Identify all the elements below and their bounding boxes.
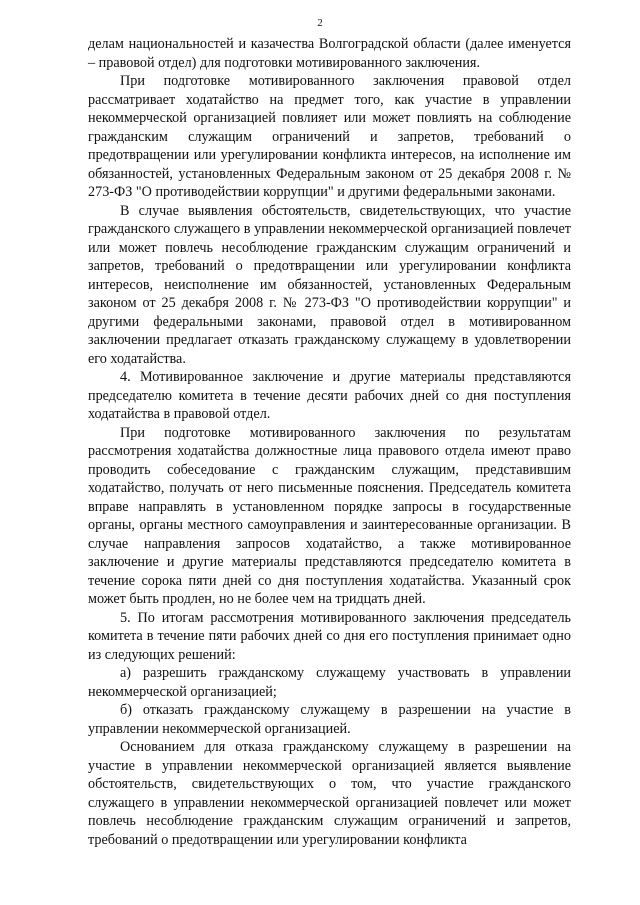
paragraph-refusal-proposal: В случае выявления обстоятельств, свидетельствующих, что участие гражданского служащего в управлении некоммерческой организацией повлечет или может повлечь несоблюдение гражданским служащим ограничений и запретов, требований о предотвращении или урегулировании конфликта интересов, неисполнение им обязанностей, установленных Федеральным законом от 25 декабря 2008 г. № 273-ФЗ "О противодействии коррупции" и другими федеральными законами, правовой отдел в мотивированном заключении предлагает отказать гражданскому служащему в удовлетворении его ходатайства. bbox=[88, 202, 571, 367]
paragraph-continuation: делам национальностей и казачества Волгоградской области (далее именуется – правовой отдел) для подготовки мотивированного заключения. bbox=[88, 36, 571, 71]
paragraph-item-4: 4. Мотивированное заключение и другие материалы представляются председателю комитета в течение десяти рабочих дней со дня поступления ходатайства в правовой отдел. bbox=[88, 369, 571, 422]
paragraph-interview-requests: При подготовке мотивированного заключения по результатам рассмотрения ходатайства должностные лица правового отдела имеют право проводить собеседование с гражданским служащим, представившим ходатайство, получать от него письменные пояснения. Председатель комитета вправе направлять в установленном порядке запросы в государственные органы, органы местного самоуправления и заинтересованные организации. В случае направления запросов ходатайство, а также мотивированное заключение и другие материалы представляются председателю комитета в течение сорока пяти дней со дня поступления ходатайства. Указанный срок может быть продлен, но не более чем на тридцать дней. bbox=[88, 424, 571, 607]
paragraph-legal-review: При подготовке мотивированного заключения правовой отдел рассматривает ходатайство на предмет того, как участие в управлении некоммерческой организацией повлияет или может повлиять на соблюдение гражданским служащим ограничений и запретов, требований о предотвращении или урегулировании конфликта интересов, на исполнение им обязанностей, установленных Федеральным законом от 25 декабря 2008 г. № 273-ФЗ "О противодействии коррупции" и другими федеральными законами. bbox=[88, 73, 571, 200]
paragraph-refusal-grounds: Основанием для отказа гражданскому служащему в разрешении на участие в управлении некоммерческой организацией является выявление обстоятельств, свидетельствующих о том, что участие гражданского служащего в управлении некоммерческой организацией повлечет или может повлечь несоблюдение гражданским служащим ограничений и запретов, требований о предотвращении или урегулировании конфликта bbox=[88, 739, 571, 848]
paragraph-option-b: б) отказать гражданскому служащему в разрешении на участие в управлении некоммерческой организацией. bbox=[88, 702, 571, 737]
document-body bbox=[88, 35, 571, 849]
page-number: 2 bbox=[317, 17, 323, 29]
paragraph-option-a: а) разрешить гражданскому служащему участвовать в управлении некоммерческой организацией; bbox=[88, 665, 571, 700]
paragraph-item-5: 5. По итогам рассмотрения мотивированного заключения председатель комитета в течение пяти рабочих дней со дня его поступления принимает одно из следующих решений: bbox=[88, 609, 571, 663]
